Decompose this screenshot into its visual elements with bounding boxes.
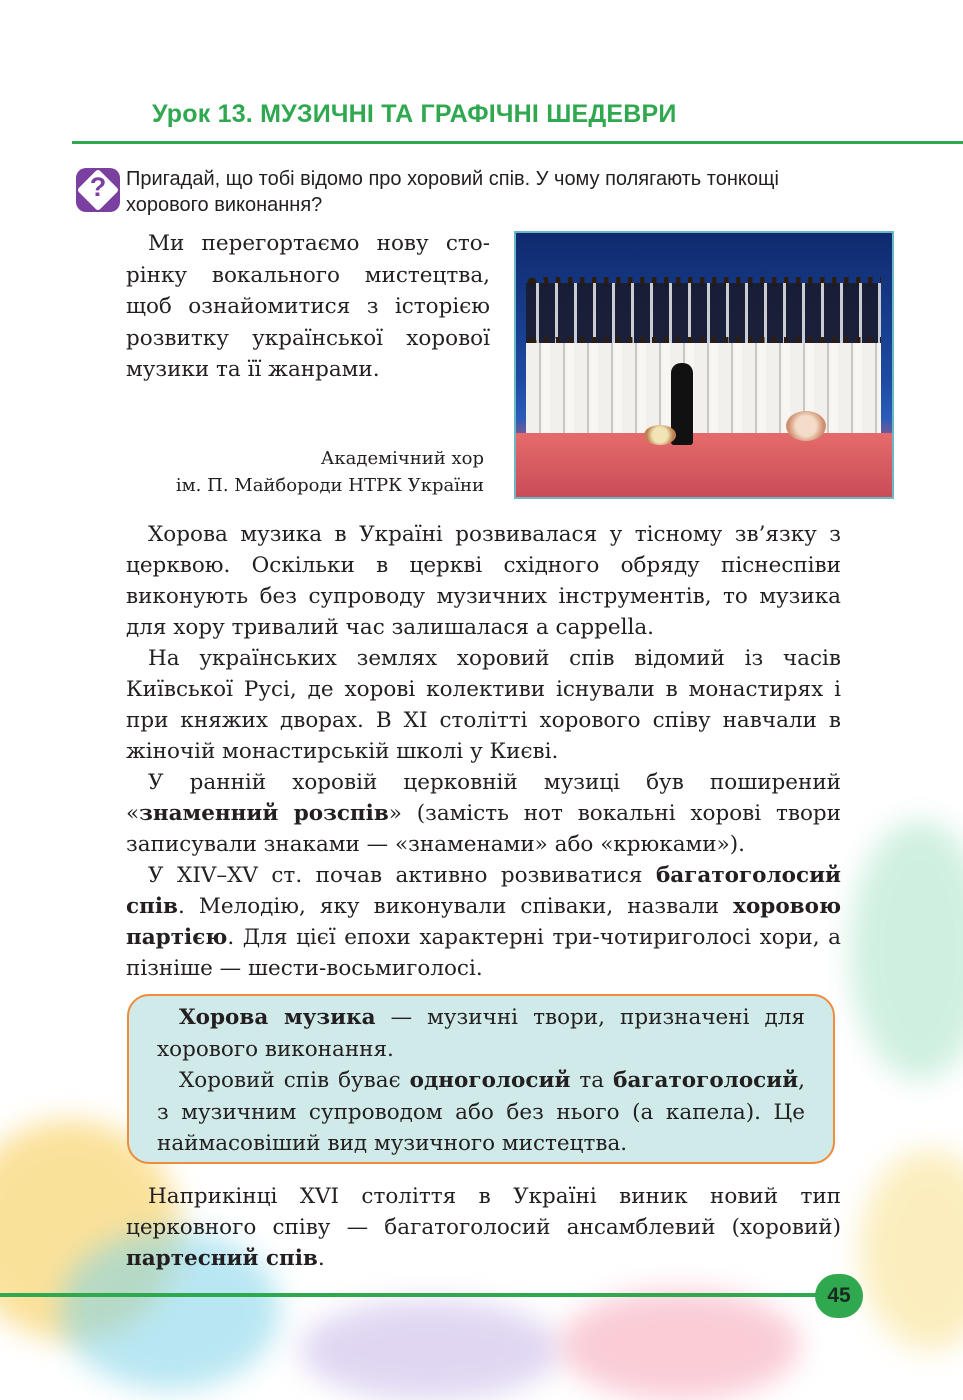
text-span: . <box>317 1246 325 1271</box>
photo-caption-line: ім. П. Майбороди НТРК України <box>175 475 484 496</box>
choir-photo-stage <box>516 433 892 499</box>
page-number: 45 <box>815 1274 863 1318</box>
choir-photo-men <box>526 283 881 343</box>
text-span: Наприкінці XVI століття в Україні виник новий тип церковного співу — багатоголосий ансамблевий (хоровий) <box>126 1184 841 1240</box>
choir-photo-flowers <box>786 411 826 441</box>
footer-rule <box>0 1293 820 1297</box>
bold-term: партесний спів <box>126 1246 318 1271</box>
paint-splash-decoration <box>560 1290 800 1400</box>
paragraph <box>126 767 841 860</box>
text-span: , з музичним супроводом або без нього (а капела). Це наймасовіший вид музичного мистецтва. <box>157 1068 805 1156</box>
paint-splash-decoration <box>860 1150 963 1350</box>
paint-splash-decoration <box>850 820 963 1080</box>
paragraph <box>126 1181 841 1274</box>
paragraph: Хорова музика в Україні розвивалася у тісному зв’язку з церквою. Оскільки в церкві східного обряду піснеспіви виконують без супроводу музичних інструментів, то музика для хору тривалий час залишалася a cappella. <box>126 522 841 640</box>
text-span: » (замість нот вокальні хорові твори записували знаками — «знаменами» або «крюками»). <box>126 801 841 857</box>
text-span: — музичні твори, призначені для хорового виконання. <box>157 1005 805 1062</box>
bold-term: хоровою партією <box>126 894 841 950</box>
paragraph: На українських землях хоровий спів відомий із часів Київської Русі, де хорові колективи існували в монастирях і при княжих дворах. В XI столітті хорового співу навчали в жіночій монастирській школі у Києві. <box>126 646 841 764</box>
definition-paragraph <box>157 1002 805 1065</box>
definition-box <box>127 994 835 1164</box>
choir-photo <box>514 231 894 499</box>
text-span: . Для цієї епохи характерні три-чотириголосі хори, а пізніше — шести-восьмиголосі. <box>126 925 841 981</box>
title-underline <box>72 141 963 144</box>
photo-caption-line: Академічний хор <box>320 448 484 469</box>
text-span: У ранній хоровій церковній музиці був поширений « <box>126 770 841 826</box>
text-span: Хоровий спів буває <box>179 1068 410 1093</box>
choir-photo-women <box>526 343 881 435</box>
final-text <box>126 1181 841 1274</box>
main-text <box>126 519 841 984</box>
text-span: . Мелодію, яку виконували співаки, назвали <box>177 894 734 919</box>
bold-term: Хорова музика <box>179 1005 376 1030</box>
lesson-title: Урок 13. МУЗИЧНІ ТА ГРАФІЧНІ ШЕДЕВРИ <box>152 100 677 128</box>
bold-term: багатоголосий спів <box>126 863 841 919</box>
paragraph <box>126 860 841 984</box>
bold-term: багатоголосий <box>613 1068 799 1093</box>
bold-term: знаменний розспів <box>139 801 389 826</box>
bold-term: одноголосий <box>409 1068 571 1093</box>
intro-paragraph: Ми перегортаємо нову сторінку вокального мистецтва, щоб ознайомитися з історією розвитку української хорової музики та її жанрами. <box>126 231 490 382</box>
question-text: Пригадай, що тобі відомо про хоровий спів. У чому полягають тонкощі хорового виконання? <box>126 168 779 216</box>
definition-paragraph <box>157 1065 805 1160</box>
question-mark-icon <box>76 168 120 212</box>
photo-caption <box>104 445 484 499</box>
paint-splash-decoration <box>300 1300 560 1400</box>
text-span: та <box>570 1068 614 1093</box>
text-span: У XIV–XV ст. почав активно розвиватися <box>148 863 656 888</box>
choir-photo-flowers <box>644 425 676 445</box>
question-icon-glyph: ? <box>89 172 107 202</box>
